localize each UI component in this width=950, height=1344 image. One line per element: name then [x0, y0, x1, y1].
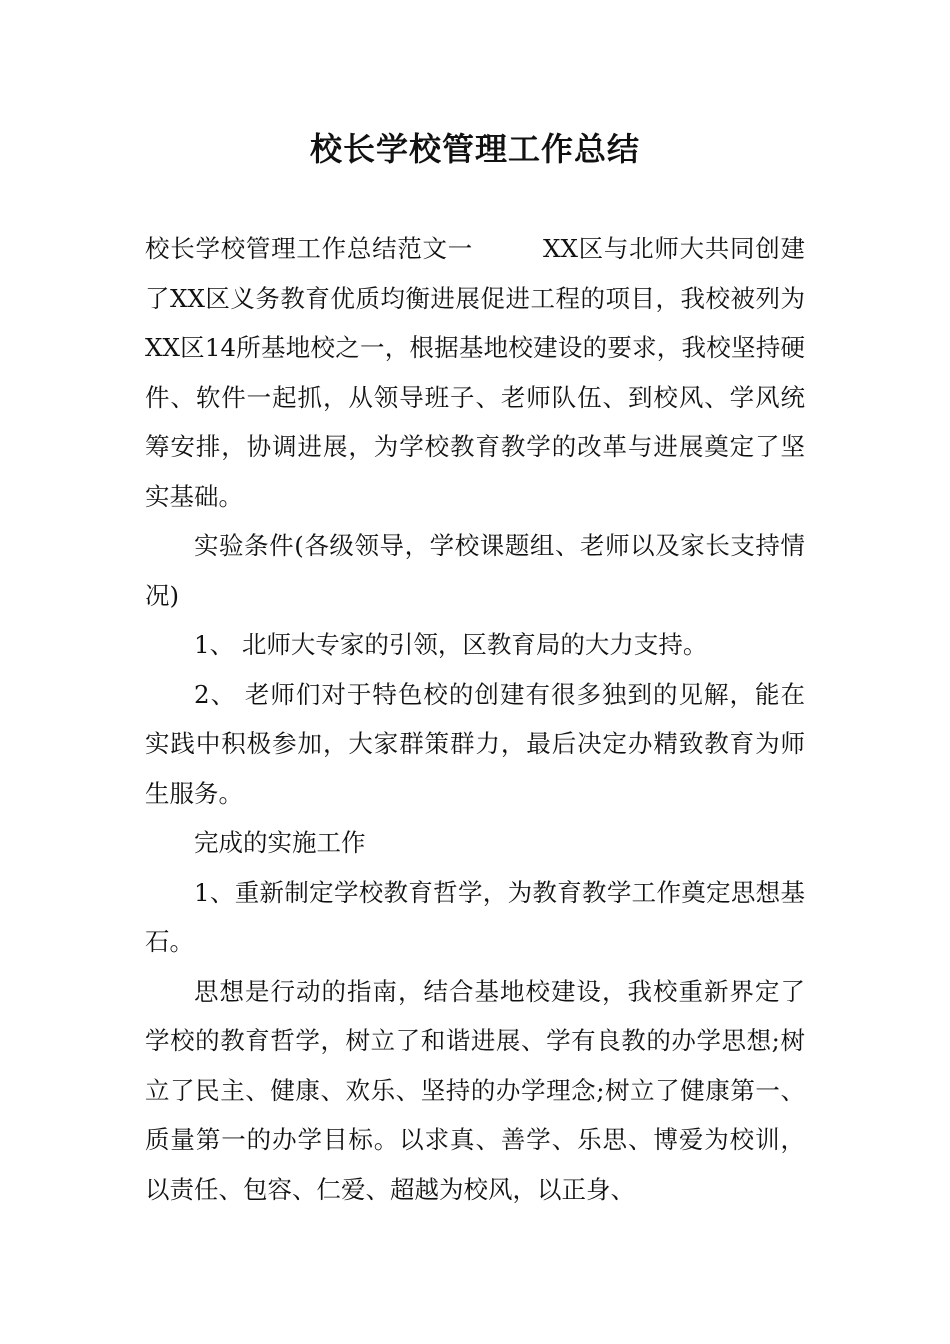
paragraph-condition-2: 2、 老师们对于特色校的创建有很多独到的见解，能在实践中积极参加，大家群策群力，最后决定办精致教育为师生服务。 [145, 679, 805, 808]
intro-lead: 校长学校管理工作总结范文一 [145, 234, 474, 263]
paragraph-philosophy: 思想是行动的指南，结合基地校建设，我校重新界定了学校的教育哲学，树立了和谐进展、学有良教的办学思想;树立了民主、健康、欢乐、坚持的办学理念;树立了健康第一、质量第一的办学目标。以求真、善学、乐思、博爱为校训，以责任、包容、仁爱、超越为校风，以正身、 [145, 976, 805, 1204]
document-body [145, 224, 805, 1214]
intro-body: XX区与北师大共同创建了XX区义务教育优质均衡进展促进工程的项目，我校被列为XX区14所基地校之一，根据基地校建设的要求，我校坚持硬件、软件一起抓，从领导班子、老师队伍、到校风、学风统筹安排，协调进展，为学校教育教学的改革与进展奠定了坚实基础。 [145, 234, 806, 511]
document-title: 校长学校管理工作总结 [309, 130, 640, 168]
paragraph-conditions-heading: 实验条件(各级领导，学校课题组、老师以及家长支持情况) [145, 531, 805, 610]
paragraph-condition-1: 1、 北师大专家的引领，区教育局的大力支持。 [194, 630, 708, 659]
paragraph-work-heading: 完成的实施工作 [194, 828, 366, 857]
intro-paragraph [145, 224, 805, 521]
paragraph-work-1: 1、重新制定学校教育哲学，为教育教学工作奠定思想基石。 [145, 877, 805, 956]
